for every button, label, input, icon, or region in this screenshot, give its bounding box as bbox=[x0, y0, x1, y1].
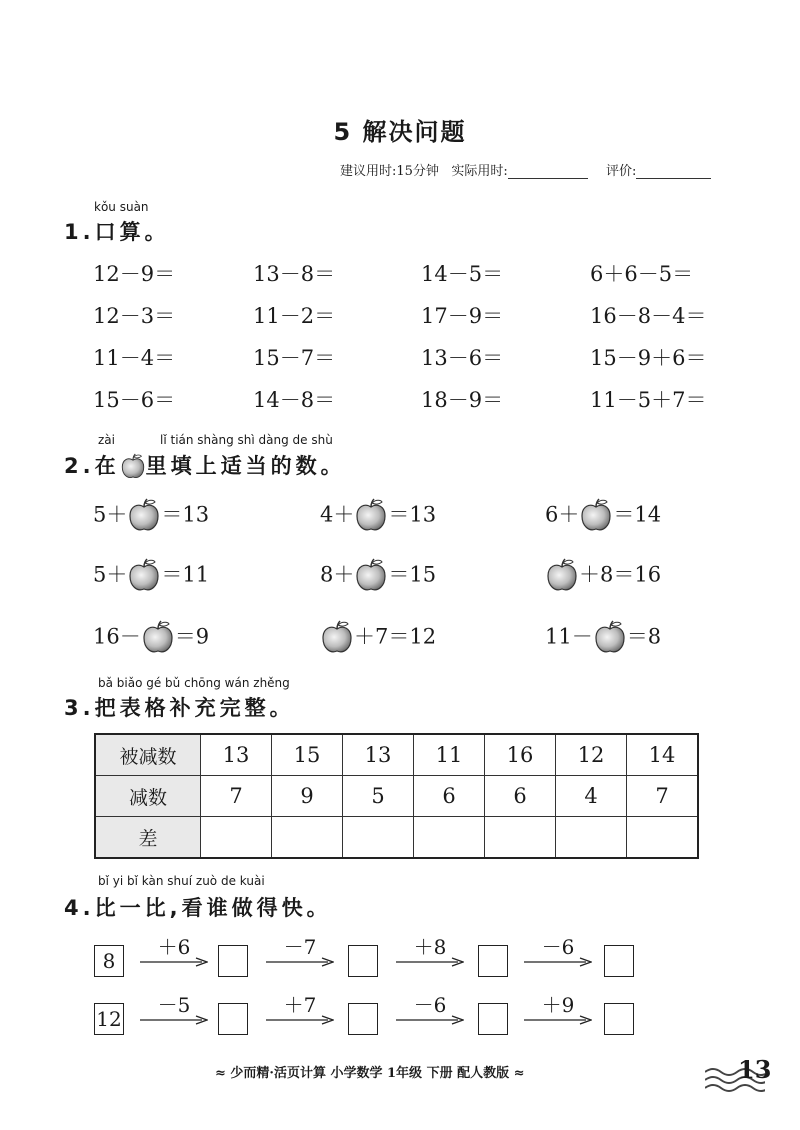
arithmetic-item: 6＋6－5＝ bbox=[590, 262, 694, 286]
difference-input-cell[interactable] bbox=[627, 817, 699, 859]
apple-answer-slot[interactable] bbox=[141, 620, 175, 656]
answer-box[interactable] bbox=[478, 945, 508, 977]
operation-arrow bbox=[266, 937, 334, 967]
arithmetic-item: 16－8－4＝ bbox=[590, 304, 707, 328]
answer-box[interactable] bbox=[348, 945, 378, 977]
suggested-time: 建议用时:15分钟 bbox=[340, 164, 439, 179]
subtraction-table bbox=[94, 733, 699, 859]
footer-text: ≈ 少而精·活页计算 小学数学 1年级 下册 配人教版 ≈ bbox=[215, 1066, 525, 1081]
start-number-box: 8 bbox=[94, 945, 124, 977]
subtrahend-cell: 7 bbox=[627, 776, 699, 817]
fill-apple-item bbox=[545, 620, 661, 656]
operation-label: －5 bbox=[157, 993, 191, 1017]
fill-apple-item bbox=[320, 620, 436, 656]
section4-heading: 4.比一比,看谁做得快。 bbox=[64, 896, 332, 920]
apple-answer-slot[interactable] bbox=[354, 558, 388, 594]
page-title: 5 解决问题 bbox=[333, 118, 467, 146]
operation-label: ＋6 bbox=[157, 935, 191, 959]
difference-input-cell[interactable] bbox=[556, 817, 627, 859]
apple-icon bbox=[120, 453, 146, 481]
section4-pinyin: bǐ yi bǐ kàn shuí zuò de kuài bbox=[98, 874, 265, 888]
difference-input-cell[interactable] bbox=[485, 817, 556, 859]
answer-box[interactable] bbox=[348, 1003, 378, 1035]
operation-label: －7 bbox=[283, 935, 317, 959]
operation-label: ＋8 bbox=[413, 935, 447, 959]
fill-apple-item bbox=[320, 558, 436, 594]
minuend-cell: 13 bbox=[343, 734, 414, 776]
difference-input-cell[interactable] bbox=[201, 817, 272, 859]
difference-row bbox=[95, 817, 698, 859]
minuend-cell: 15 bbox=[272, 734, 343, 776]
equation-prefix: 16－ bbox=[93, 624, 141, 649]
arithmetic-item: 15－9＋6＝ bbox=[590, 346, 707, 370]
answer-box[interactable] bbox=[604, 1003, 634, 1035]
subtrahend-cell: 6 bbox=[485, 776, 556, 817]
fill-apple-item bbox=[93, 620, 209, 656]
difference-input-cell[interactable] bbox=[343, 817, 414, 859]
operation-arrow bbox=[396, 937, 464, 967]
arithmetic-item: 14－5＝ bbox=[421, 262, 504, 286]
actual-time-label: 实际用时: bbox=[451, 164, 508, 179]
apple-answer-slot[interactable] bbox=[127, 498, 161, 534]
section2-heading-a: 2.在 bbox=[64, 454, 120, 478]
minuend-row bbox=[95, 734, 698, 776]
subtrahend-cell: 4 bbox=[556, 776, 627, 817]
operation-label: ＋9 bbox=[541, 993, 575, 1017]
arithmetic-item: 14－8＝ bbox=[253, 388, 336, 412]
apple-answer-slot[interactable] bbox=[127, 558, 161, 594]
section2-heading bbox=[64, 450, 346, 481]
arithmetic-item: 17－9＝ bbox=[421, 304, 504, 328]
operation-arrow bbox=[396, 995, 464, 1025]
subtrahend-cell: 7 bbox=[201, 776, 272, 817]
section1-heading: 1.口算。 bbox=[64, 220, 170, 244]
equation-prefix: 5＋ bbox=[93, 562, 128, 587]
apple-answer-slot[interactable] bbox=[593, 620, 627, 656]
answer-box[interactable] bbox=[604, 945, 634, 977]
answer-box[interactable] bbox=[218, 945, 248, 977]
equation-prefix: 4＋ bbox=[320, 502, 355, 527]
arithmetic-item: 11－2＝ bbox=[253, 304, 336, 328]
equation-suffix: ＋7＝12 bbox=[354, 624, 437, 649]
operation-arrow bbox=[140, 995, 208, 1025]
subtrahend-cell: 5 bbox=[343, 776, 414, 817]
rating-blank[interactable] bbox=[636, 178, 711, 179]
section3-pinyin: bǎ biǎo gé bǔ chōng wán zhěng bbox=[98, 676, 290, 690]
operation-arrow bbox=[524, 937, 592, 967]
section2-heading-b: 里填上适当的数。 bbox=[145, 454, 346, 478]
arithmetic-item: 11－4＝ bbox=[93, 346, 176, 370]
operation-arrow bbox=[140, 937, 208, 967]
operation-arrow bbox=[266, 995, 334, 1025]
page-number: 13 bbox=[738, 1055, 772, 1084]
operation-label: －6 bbox=[541, 935, 575, 959]
section1-pinyin: kǒu suàn bbox=[94, 200, 149, 214]
minuend-cell: 12 bbox=[556, 734, 627, 776]
minuend-cell: 16 bbox=[485, 734, 556, 776]
section2-pinyin-b: lǐ tián shàng shì dàng de shù bbox=[160, 433, 333, 447]
row-label: 差 bbox=[95, 817, 201, 859]
equation-suffix: ＝13 bbox=[388, 502, 437, 527]
arithmetic-item: 15－7＝ bbox=[253, 346, 336, 370]
fill-apple-item bbox=[545, 498, 661, 534]
section2-pinyin-a: zài bbox=[98, 433, 115, 447]
row-label: 被减数 bbox=[95, 734, 201, 776]
equation-prefix: 8＋ bbox=[320, 562, 355, 587]
arithmetic-item: 13－8＝ bbox=[253, 262, 336, 286]
difference-input-cell[interactable] bbox=[414, 817, 485, 859]
subtrahend-cell: 6 bbox=[414, 776, 485, 817]
row-label: 减数 bbox=[95, 776, 201, 817]
arithmetic-item: 11－5＋7＝ bbox=[590, 388, 707, 412]
arithmetic-item: 18－9＝ bbox=[421, 388, 504, 412]
minuend-cell: 14 bbox=[627, 734, 699, 776]
subtrahend-cell: 9 bbox=[272, 776, 343, 817]
equation-suffix: ＝14 bbox=[613, 502, 662, 527]
equation-suffix: ＝9 bbox=[174, 624, 210, 649]
arithmetic-item: 12－9＝ bbox=[93, 262, 176, 286]
operation-label: ＋7 bbox=[283, 993, 317, 1017]
equation-prefix: 6＋ bbox=[545, 502, 580, 527]
fill-apple-item bbox=[320, 498, 436, 534]
arithmetic-item: 13－6＝ bbox=[421, 346, 504, 370]
equation-suffix: ＋8＝16 bbox=[579, 562, 662, 587]
fill-apple-item bbox=[93, 558, 209, 594]
equation-suffix: ＝8 bbox=[626, 624, 662, 649]
fill-apple-item bbox=[93, 498, 209, 534]
apple-answer-slot[interactable] bbox=[354, 498, 388, 534]
operation-label: －6 bbox=[413, 993, 447, 1017]
operation-arrow bbox=[524, 995, 592, 1025]
apple-answer-slot[interactable] bbox=[579, 498, 613, 534]
apple-answer-slot[interactable] bbox=[320, 620, 354, 656]
answer-box[interactable] bbox=[218, 1003, 248, 1035]
equation-suffix: ＝15 bbox=[388, 562, 437, 587]
arithmetic-item: 12－3＝ bbox=[93, 304, 176, 328]
arithmetic-item: 15－6＝ bbox=[93, 388, 176, 412]
section3-heading: 3.把表格补充完整。 bbox=[64, 696, 295, 720]
fill-apple-item bbox=[545, 558, 661, 594]
minuend-cell: 11 bbox=[414, 734, 485, 776]
apple-answer-slot[interactable] bbox=[545, 558, 579, 594]
answer-box[interactable] bbox=[478, 1003, 508, 1035]
equation-prefix: 5＋ bbox=[93, 502, 128, 527]
equation-suffix: ＝11 bbox=[161, 562, 210, 587]
equation-prefix: 11－ bbox=[545, 624, 593, 649]
start-number-box: 12 bbox=[94, 1003, 124, 1035]
equation-suffix: ＝13 bbox=[161, 502, 210, 527]
minuend-cell: 13 bbox=[201, 734, 272, 776]
rating-label: 评价: bbox=[606, 164, 637, 179]
time-rating-line bbox=[340, 160, 711, 179]
actual-time-blank[interactable] bbox=[508, 178, 588, 179]
subtrahend-row bbox=[95, 776, 698, 817]
difference-input-cell[interactable] bbox=[272, 817, 343, 859]
